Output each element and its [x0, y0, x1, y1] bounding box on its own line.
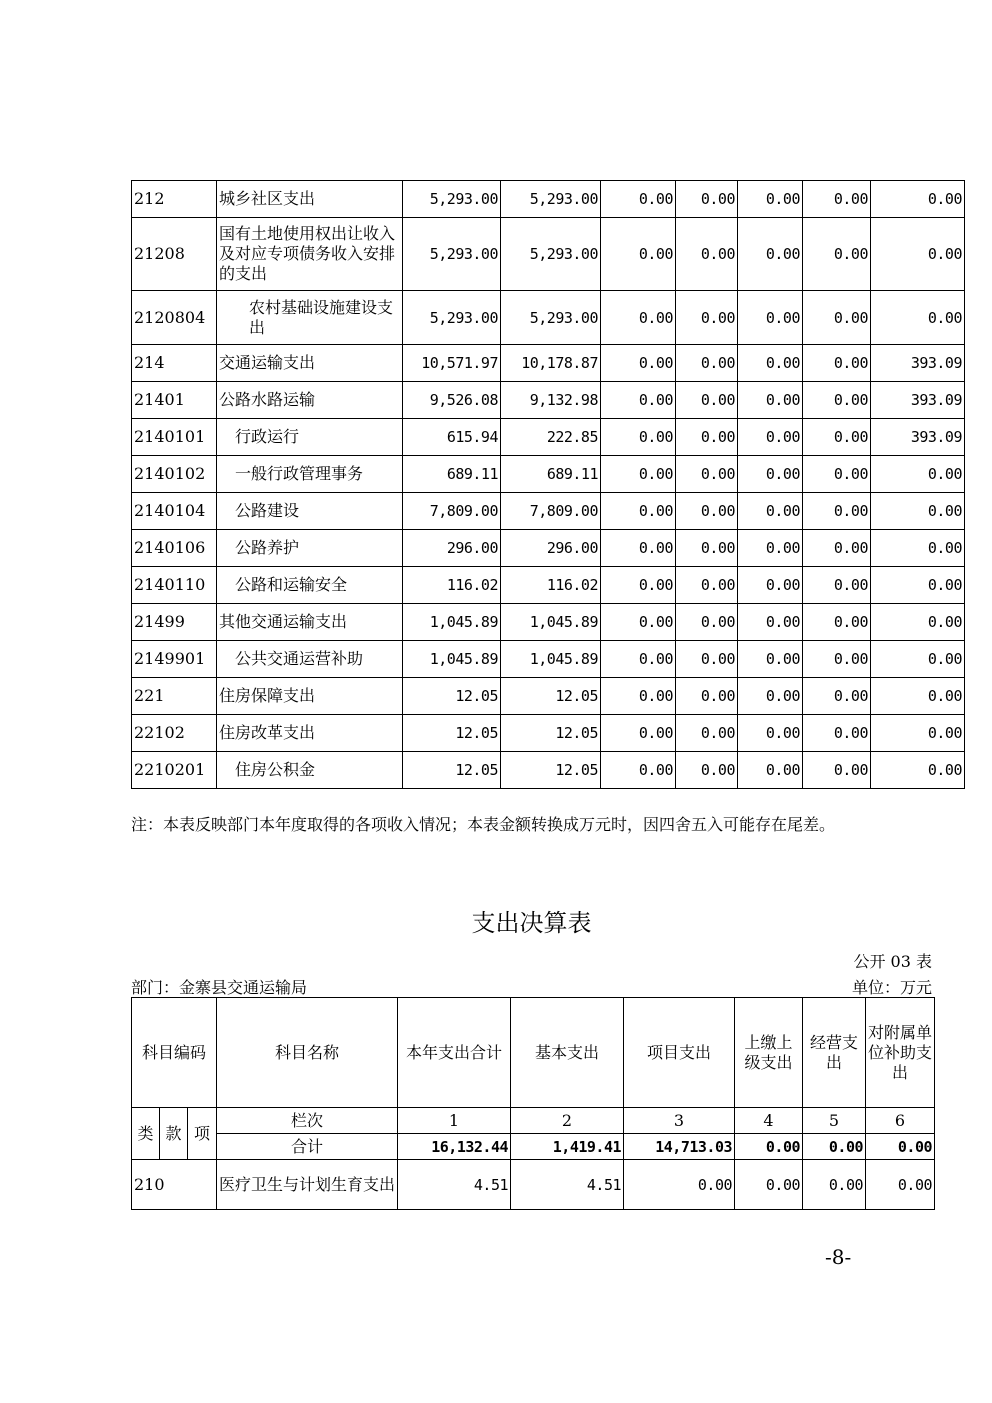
row-value: 0.00 [871, 678, 965, 715]
row-value: 1,045.89 [501, 604, 601, 641]
table-row [132, 530, 965, 567]
row-code: 210 [132, 1160, 217, 1210]
row-name: 住房公积金 [217, 752, 403, 789]
header-lanci: 栏次 [217, 1108, 398, 1134]
row-value: 12.05 [403, 752, 501, 789]
row-value: 0.00 [676, 181, 738, 218]
row-value: 0.00 [676, 715, 738, 752]
header-upper: 上缴上级支出 [735, 998, 803, 1108]
row-value: 0.00 [676, 678, 738, 715]
row-value: 0.00 [738, 218, 803, 291]
row-value: 12.05 [403, 715, 501, 752]
row-name: 公共交通运营补助 [217, 641, 403, 678]
row-value: 5,293.00 [501, 218, 601, 291]
row-name: 住房保障支出 [217, 678, 403, 715]
row-name: 公路养护 [217, 530, 403, 567]
row-value: 116.02 [501, 567, 601, 604]
row-value: 0.00 [803, 567, 871, 604]
income-table-continued [131, 180, 965, 789]
row-value: 0.00 [601, 382, 676, 419]
table-row [132, 1160, 935, 1210]
row-value: 5,293.00 [501, 181, 601, 218]
row-value: 0.00 [735, 1160, 803, 1210]
row-value: 0.00 [676, 419, 738, 456]
row-value: 0.00 [803, 530, 871, 567]
total-value: 0.00 [803, 1134, 866, 1160]
header-lei: 类 [132, 1108, 160, 1160]
row-code: 2210201 [132, 752, 217, 789]
total-value: 0.00 [735, 1134, 803, 1160]
row-name: 交通运输支出 [217, 345, 403, 382]
table-row [132, 604, 965, 641]
row-name: 住房改革支出 [217, 715, 403, 752]
page-title: 支出决算表 [471, 909, 592, 937]
row-value: 0.00 [803, 291, 871, 345]
row-value: 0.00 [871, 641, 965, 678]
row-value: 9,132.98 [501, 382, 601, 419]
row-value: 0.00 [803, 218, 871, 291]
row-value: 4.51 [398, 1160, 511, 1210]
row-value: 10,571.97 [403, 345, 501, 382]
row-value: 5,293.00 [403, 291, 501, 345]
col-index: 5 [803, 1108, 866, 1134]
row-value: 0.00 [601, 678, 676, 715]
col-index: 6 [866, 1108, 935, 1134]
table-note: 注：本表反映部门本年度取得的各项收入情况；本表金额转换成万元时，因四舍五入可能存在尾差。 [131, 815, 836, 834]
row-value: 296.00 [501, 530, 601, 567]
row-code: 2120804 [132, 291, 217, 345]
row-value: 0.00 [803, 752, 871, 789]
row-value: 12.05 [501, 678, 601, 715]
row-value: 0.00 [601, 530, 676, 567]
row-name: 农村基础设施建设支出 [217, 291, 403, 345]
row-value: 0.00 [871, 218, 965, 291]
row-value: 0.00 [803, 456, 871, 493]
row-value: 0.00 [601, 419, 676, 456]
row-code: 2140104 [132, 493, 217, 530]
row-value: 615.94 [403, 419, 501, 456]
row-value: 0.00 [601, 641, 676, 678]
row-value: 12.05 [501, 715, 601, 752]
header-basic: 基本支出 [511, 998, 624, 1108]
row-value: 1,045.89 [403, 604, 501, 641]
row-value: 0.00 [866, 1160, 935, 1210]
table-row [132, 419, 965, 456]
col-index: 1 [398, 1108, 511, 1134]
row-value: 0.00 [676, 456, 738, 493]
row-value: 1,045.89 [403, 641, 501, 678]
row-value: 0.00 [803, 345, 871, 382]
header-xiang: 项 [188, 1108, 217, 1160]
total-value: 1,419.41 [511, 1134, 624, 1160]
row-name: 公路水路运输 [217, 382, 403, 419]
row-value: 0.00 [803, 419, 871, 456]
row-value: 296.00 [403, 530, 501, 567]
row-value: 0.00 [601, 715, 676, 752]
row-value: 0.00 [871, 752, 965, 789]
row-value: 0.00 [676, 641, 738, 678]
row-value: 0.00 [803, 382, 871, 419]
row-code: 21401 [132, 382, 217, 419]
header-business: 经营支出 [803, 998, 866, 1108]
row-value: 0.00 [676, 493, 738, 530]
row-value: 0.00 [871, 604, 965, 641]
header-name: 科目名称 [217, 998, 398, 1108]
col-index: 4 [735, 1108, 803, 1134]
row-value: 12.05 [403, 678, 501, 715]
header-project: 项目支出 [624, 998, 735, 1108]
table-row [132, 752, 965, 789]
row-value: 0.00 [676, 530, 738, 567]
row-name: 城乡社区支出 [217, 181, 403, 218]
row-name: 公路和运输安全 [217, 567, 403, 604]
table-row [132, 715, 965, 752]
header-row [132, 998, 935, 1108]
row-value: 0.00 [871, 530, 965, 567]
unit-label: 单位：万元 [851, 978, 932, 997]
row-value: 0.00 [738, 641, 803, 678]
row-value: 0.00 [738, 530, 803, 567]
row-value: 0.00 [738, 567, 803, 604]
row-code: 2149901 [132, 641, 217, 678]
row-value: 0.00 [803, 1160, 866, 1210]
row-code: 21208 [132, 218, 217, 291]
row-name: 医疗卫生与计划生育支出 [217, 1160, 398, 1210]
row-value: 0.00 [803, 678, 871, 715]
row-value: 0.00 [738, 604, 803, 641]
table-row [132, 382, 965, 419]
department-label: 部门：金寨县交通运输局 [131, 978, 308, 997]
table-row [132, 641, 965, 678]
header-subsidy: 对附属单位补助支出 [866, 998, 935, 1108]
row-value: 0.00 [803, 715, 871, 752]
col-index: 3 [624, 1108, 735, 1134]
row-value: 0.00 [738, 345, 803, 382]
row-code: 21499 [132, 604, 217, 641]
column-index-row [132, 1108, 935, 1134]
table-row [132, 456, 965, 493]
row-value: 689.11 [501, 456, 601, 493]
row-value: 12.05 [501, 752, 601, 789]
row-code: 214 [132, 345, 217, 382]
row-name: 国有土地使用权出让收入及对应专项债务收入安排的支出 [217, 218, 403, 291]
row-value: 0.00 [738, 181, 803, 218]
row-value: 0.00 [738, 382, 803, 419]
row-code: 212 [132, 181, 217, 218]
row-value: 393.09 [871, 419, 965, 456]
header-kuan: 款 [160, 1108, 188, 1160]
row-value: 0.00 [676, 382, 738, 419]
total-label: 合计 [217, 1134, 398, 1160]
table-row [132, 218, 965, 291]
row-value: 222.85 [501, 419, 601, 456]
total-value: 14,713.03 [624, 1134, 735, 1160]
row-value: 0.00 [871, 715, 965, 752]
row-value: 0.00 [601, 604, 676, 641]
row-value: 0.00 [601, 567, 676, 604]
row-value: 0.00 [871, 456, 965, 493]
row-value: 5,293.00 [501, 291, 601, 345]
row-value: 0.00 [676, 752, 738, 789]
row-code: 22102 [132, 715, 217, 752]
row-name: 公路建设 [217, 493, 403, 530]
header-code: 科目编码 [132, 998, 217, 1108]
row-value: 0.00 [601, 218, 676, 291]
row-value: 7,809.00 [501, 493, 601, 530]
row-value: 0.00 [624, 1160, 735, 1210]
row-value: 0.00 [803, 641, 871, 678]
row-value: 0.00 [738, 493, 803, 530]
row-value: 9,526.08 [403, 382, 501, 419]
form-number: 公开 03 表 [853, 952, 932, 971]
table-row [132, 181, 965, 218]
row-value: 0.00 [676, 218, 738, 291]
row-value: 0.00 [676, 567, 738, 604]
row-value: 7,809.00 [403, 493, 501, 530]
row-value: 0.00 [871, 181, 965, 218]
row-value: 5,293.00 [403, 218, 501, 291]
row-value: 0.00 [738, 291, 803, 345]
row-value: 0.00 [676, 345, 738, 382]
row-value: 0.00 [601, 456, 676, 493]
row-value: 0.00 [601, 752, 676, 789]
row-code: 2140102 [132, 456, 217, 493]
income-table-body [132, 181, 965, 789]
header-total: 本年支出合计 [398, 998, 511, 1108]
total-row [132, 1134, 935, 1160]
row-value: 10,178.87 [501, 345, 601, 382]
row-value: 0.00 [738, 715, 803, 752]
row-value: 0.00 [738, 419, 803, 456]
row-value: 4.51 [511, 1160, 624, 1210]
row-value: 0.00 [803, 493, 871, 530]
row-value: 689.11 [403, 456, 501, 493]
row-value: 0.00 [676, 291, 738, 345]
expenditure-table [131, 997, 935, 1210]
row-value: 0.00 [871, 567, 965, 604]
table-row [132, 678, 965, 715]
row-value: 116.02 [403, 567, 501, 604]
table-row [132, 345, 965, 382]
row-code: 2140106 [132, 530, 217, 567]
row-code: 2140110 [132, 567, 217, 604]
row-value: 0.00 [803, 181, 871, 218]
table-row [132, 567, 965, 604]
row-value: 0.00 [803, 604, 871, 641]
page-number: -8- [825, 1245, 852, 1269]
row-value: 0.00 [738, 752, 803, 789]
row-code: 2140101 [132, 419, 217, 456]
row-value: 0.00 [871, 493, 965, 530]
row-value: 1,045.89 [501, 641, 601, 678]
table-row [132, 291, 965, 345]
row-name: 其他交通运输支出 [217, 604, 403, 641]
row-name: 行政运行 [217, 419, 403, 456]
row-value: 0.00 [738, 678, 803, 715]
row-value: 0.00 [676, 604, 738, 641]
row-value: 0.00 [601, 291, 676, 345]
row-value: 5,293.00 [403, 181, 501, 218]
total-value: 0.00 [866, 1134, 935, 1160]
row-code: 221 [132, 678, 217, 715]
row-value: 393.09 [871, 382, 965, 419]
table-row [132, 493, 965, 530]
row-value: 393.09 [871, 345, 965, 382]
row-value: 0.00 [601, 493, 676, 530]
row-name: 一般行政管理事务 [217, 456, 403, 493]
row-value: 0.00 [601, 345, 676, 382]
total-value: 16,132.44 [398, 1134, 511, 1160]
row-value: 0.00 [738, 456, 803, 493]
row-value: 0.00 [871, 291, 965, 345]
row-value: 0.00 [601, 181, 676, 218]
col-index: 2 [511, 1108, 624, 1134]
